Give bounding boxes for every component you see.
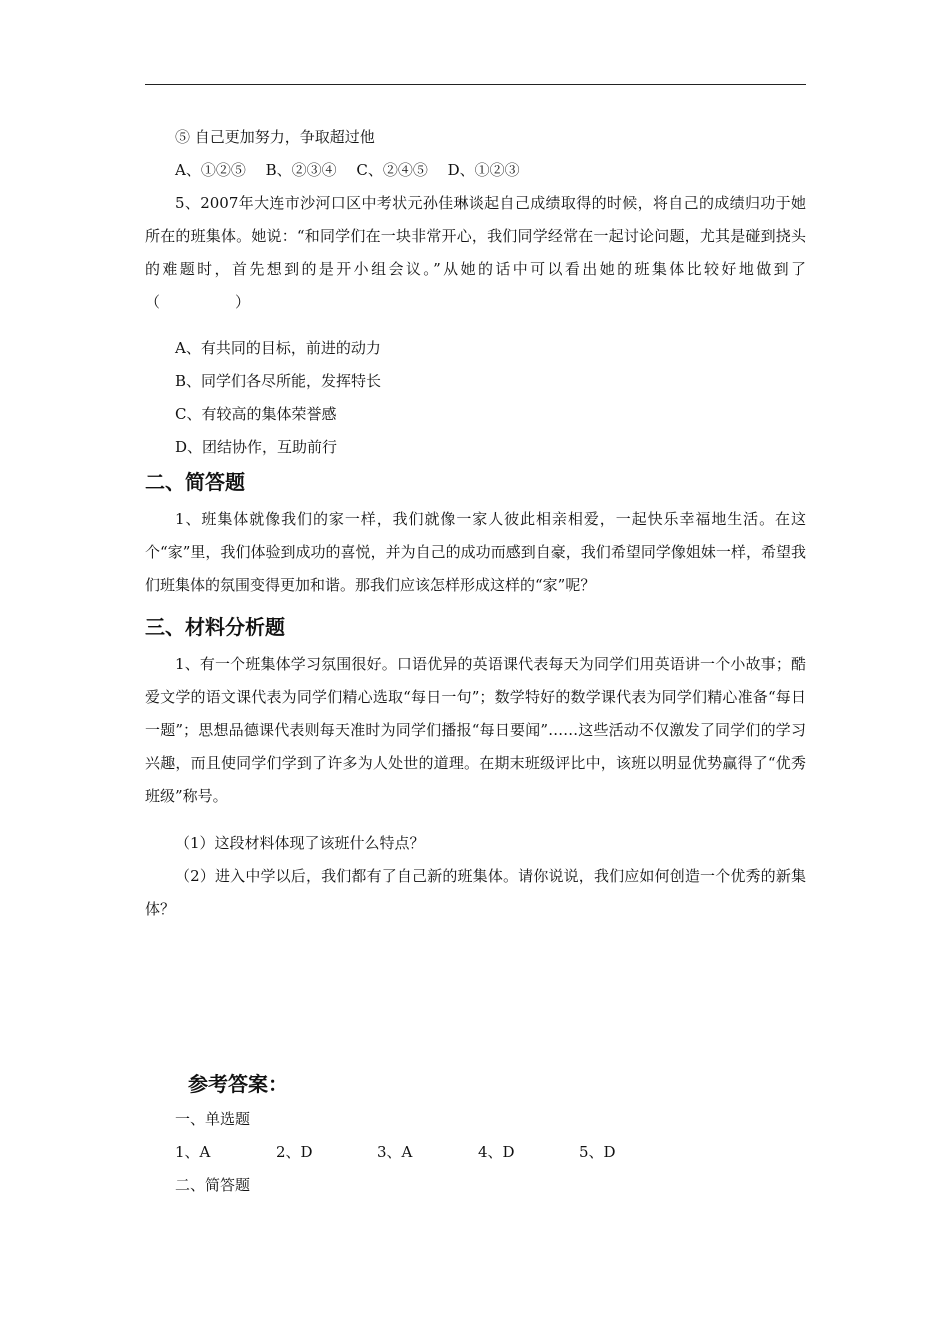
q5-option-b: B、同学们各尽所能，发挥特长 [175,372,382,390]
answer-3: 3、A [377,1143,413,1161]
answer-5: 5、D [579,1143,616,1161]
answer-1: 1、A [175,1143,211,1161]
section-3-heading: 三、材料分析题 [145,615,285,639]
answers-list [175,1141,680,1163]
answers-title: 参考答案： [188,1072,288,1096]
section-2-question-1: 1、班集体就像我们的家一样，我们就像一家人彼此相亲相爱，一起快乐幸福地生活。在这个“家”里，我们体验到成功的喜悦，并为自己的成功而感到自豪，我们希望同学像姐妹一样，希望我们班集体的氛围变得更加和谐。那我们应该怎样形成这样的“家”呢？ [145,510,806,594]
q5-option-a: A、有共同的目标，前进的动力 [175,339,381,357]
q5-option-c: C、有较高的集体荣誉感 [175,405,337,423]
answers-part-2: 二、简答题 [175,1176,251,1194]
section-3-sub-question-2: （2）进入中学以后，我们都有了自己新的班集体。请你说说，我们应如何创造一个优秀的新集体？ [145,867,806,918]
section-3-material: 1、有一个班集体学习氛围很好。口语优异的英语课代表每天为同学们用英语讲一个小故事；酷爱文学的语文课代表为同学们精心选取“每日一句”；数学特好的数学课代表为同学们精心准备“每日一题”；思想品德课代表则每天准时为同学们播报“每日要闻”……这些活动不仅激发了同学们的学习兴趣，而且使同学们学到了许多为人处世的道理。在期末班级评比中，该班以明显优势赢得了“优秀班级”称号。 [145,655,806,805]
header-rule [145,84,806,85]
answer-2: 2、D [276,1143,313,1161]
section-2-heading: 二、简答题 [145,470,245,494]
section-3-sub-question-1: （1）这段材料体现了该班什么特点？ [175,834,425,852]
answers-part-1: 一、单选题 [175,1110,251,1128]
answer-4: 4、D [478,1143,515,1161]
q5-stem: 5、2007年大连市沙河口区中考状元孙佳琳谈起自己成绩取得的时候，将自己的成绩归功于她所在的班集体。她说：“和同学们在一块非常开心，我们同学经常在一起讨论问题，尤其是碰到挠头的难题时，首先想到的是开小组会议。”从她的话中可以看出她的班集体比较好地做到了（ ） [145,194,806,311]
q4-option-5: ⑤ 自己更加努力，争取超过他 [175,128,375,146]
q5-option-d: D、团结协作，互助前行 [175,438,338,456]
q4-choices: A、①②⑤ B、②③④ C、②④⑤ D、①②③ [175,161,520,179]
